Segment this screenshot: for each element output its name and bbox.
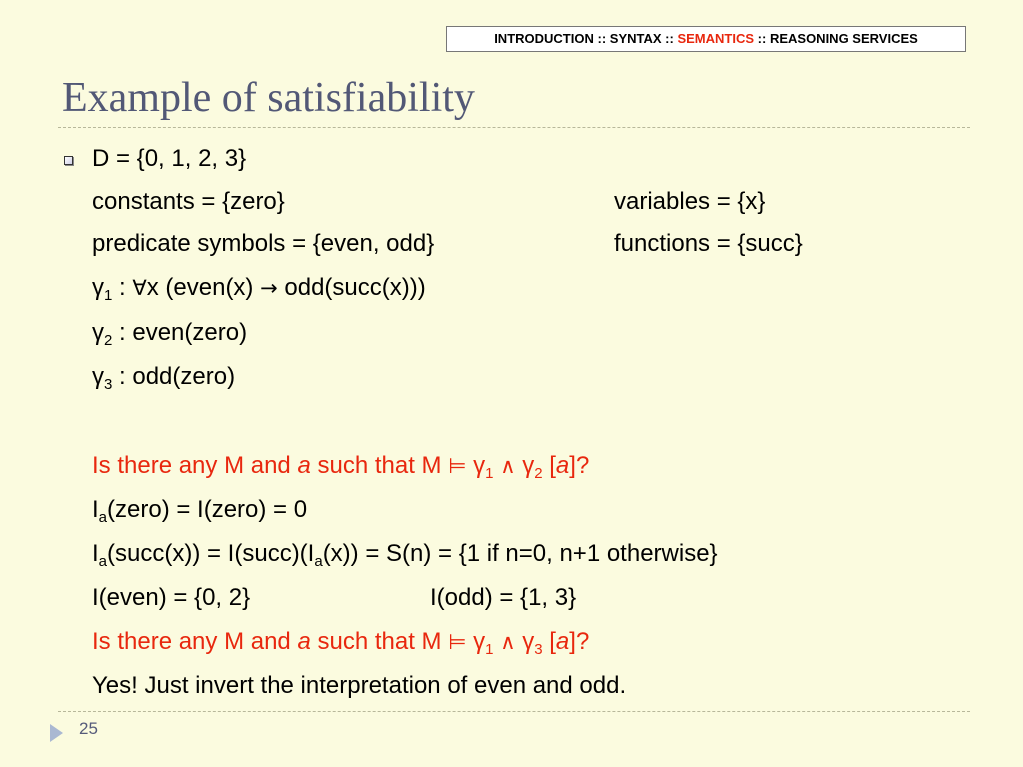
gamma1-formula: $\gamma_1$ : ∀x (even(x) → odd(succ(x))) [92, 274, 426, 304]
bottom-divider [58, 711, 970, 712]
slide-title: Example of satisfiability [62, 75, 475, 121]
interpretation-zero: $I_a(zero)$ = I(zero) = 0 [92, 496, 308, 526]
functions-line: functions = {succ} [614, 230, 803, 257]
question-gamma1-gamma2: Is there any M and a such that M ⊨ $\gamma_1$ ∧ $\gamma_2$ [a]? [92, 452, 590, 482]
gamma3-formula: $\gamma_3$ : odd(zero) [92, 363, 236, 393]
interpretation-odd: I(odd) = {1, 3} [430, 584, 577, 611]
nav-separator: :: [597, 31, 607, 46]
nav-separator: :: [665, 31, 674, 46]
square-bullet-icon [64, 156, 73, 165]
nav-item-introduction[interactable]: INTRODUCTION [494, 31, 594, 46]
implies-arrow-icon: → [260, 276, 278, 300]
section-breadcrumb [446, 26, 966, 52]
interpretation-succ: $I_a(succ(x))$ = $I(succ)(I_a(x)) = S(n) = \{1$ if n=0, n+1 otherwise} [92, 540, 718, 570]
forall-symbol: ∀ [132, 276, 147, 300]
domain-line: D = {0, 1, 2, 3} [92, 145, 247, 172]
interpretation-even: I(even) = {0, 2} [92, 584, 251, 611]
constants-line: constants = {zero} [92, 188, 285, 215]
nav-item-semantics[interactable]: SEMANTICS [677, 31, 755, 46]
top-divider [58, 127, 970, 128]
and-symbol: ∧ [500, 454, 516, 478]
nav-item-reasoning-services[interactable]: REASONING SERVICES [769, 31, 918, 46]
and-symbol: ∧ [500, 630, 516, 654]
predicates-line: predicate symbols = {even, odd} [92, 230, 435, 257]
question-gamma1-gamma3: Is there any M and a such that M ⊨ $\gamma_1$ ∧ $\gamma_3$ [a]? [92, 628, 590, 658]
page-number: 25 [79, 719, 98, 738]
next-slide-arrow-icon[interactable] [50, 724, 63, 742]
gamma2-formula: $\gamma_2$ : even(zero) [92, 319, 248, 349]
answer-line: Yes! Just invert the interpretation of even and odd. [92, 672, 627, 699]
models-symbol: ⊨ [448, 454, 467, 478]
nav-item-syntax[interactable]: SYNTAX [609, 31, 662, 46]
nav-separator: :: [757, 31, 767, 46]
variables-line: variables = {x} [614, 188, 766, 215]
models-symbol: ⊨ [448, 630, 467, 654]
